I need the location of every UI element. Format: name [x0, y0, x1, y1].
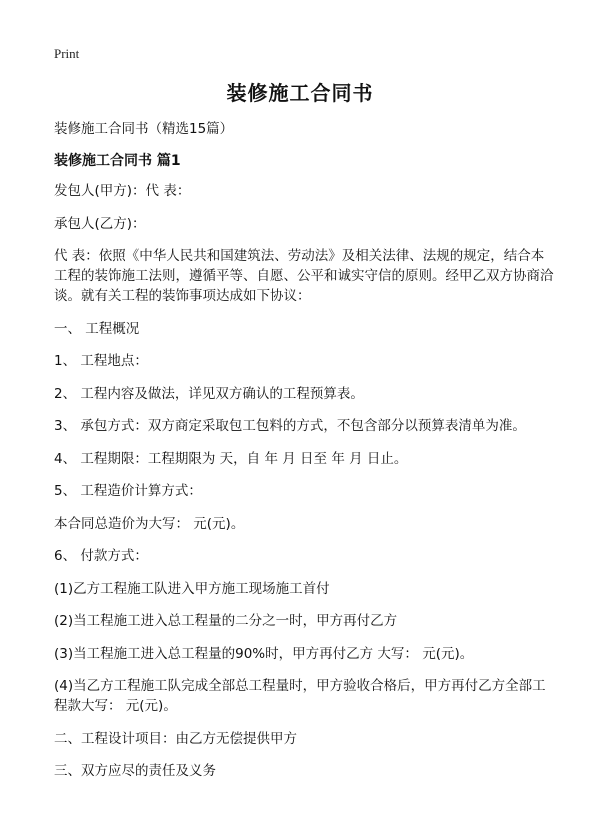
clause-item: 5、 工程造价计算方式：: [54, 483, 202, 499]
payment-item: (2)当工程施工进入总工程量的二分之一时，甲方再付乙方: [54, 613, 398, 629]
clause-item: 6、 付款方式：: [54, 548, 148, 564]
article-heading: 一、 工程概况: [54, 320, 140, 337]
clause-item: 3、 承包方式：双方商定采取包工包料的方式，不包含部分以预算表清单为准。: [54, 418, 526, 434]
document-subtitle: 装修施工合同书（精选15篇）: [54, 121, 234, 137]
clause-item: 4、 工程期限：工程期限为 天，自 年 月 日至 年 月 日止。: [54, 450, 408, 467]
clause-item: 本合同总造价为大写： 元(元)。: [54, 515, 245, 532]
section-heading: 装修施工合同书 篇1: [54, 153, 181, 169]
clause-item: 2、 工程内容及做法，详见双方确认的工程预算表。: [54, 385, 364, 402]
article-heading: 二、工程设计项目：由乙方无偿提供甲方: [54, 730, 297, 747]
party-a-line: 发包人(甲方)：代 表：: [54, 183, 191, 199]
payment-item: (1)乙方工程施工队进入甲方施工现场施工首付: [54, 580, 330, 597]
payment-item: (3)当工程施工进入总工程量的90%时，甲方再付乙方 大写： 元(元)。: [54, 645, 474, 662]
payment-item: (4)当乙方工程施工队完成全部总工程量时，甲方验收合格后，甲方再付乙方全部工程款大写： 元(元)。: [54, 678, 546, 714]
article-heading: 三、双方应尽的责任及义务: [54, 763, 216, 779]
preamble-paragraph: 代 表：依照《中华人民共和国建筑法、劳动法》及相关法律、法规的规定，结合本工程的装饰施工法则，遵循平等、自愿、公平和诚实守信的原则。经甲乙双方协商洽谈。就有关工程的装饰事项达成如下协议：: [54, 248, 554, 304]
clause-item: 1、 工程地点：: [54, 353, 148, 369]
party-b-line: 承包人(乙方)：: [54, 215, 146, 232]
page-title: 装修施工合同书: [226, 81, 374, 105]
document-body: [54, 181, 554, 794]
print-link[interactable]: Print: [54, 46, 80, 61]
